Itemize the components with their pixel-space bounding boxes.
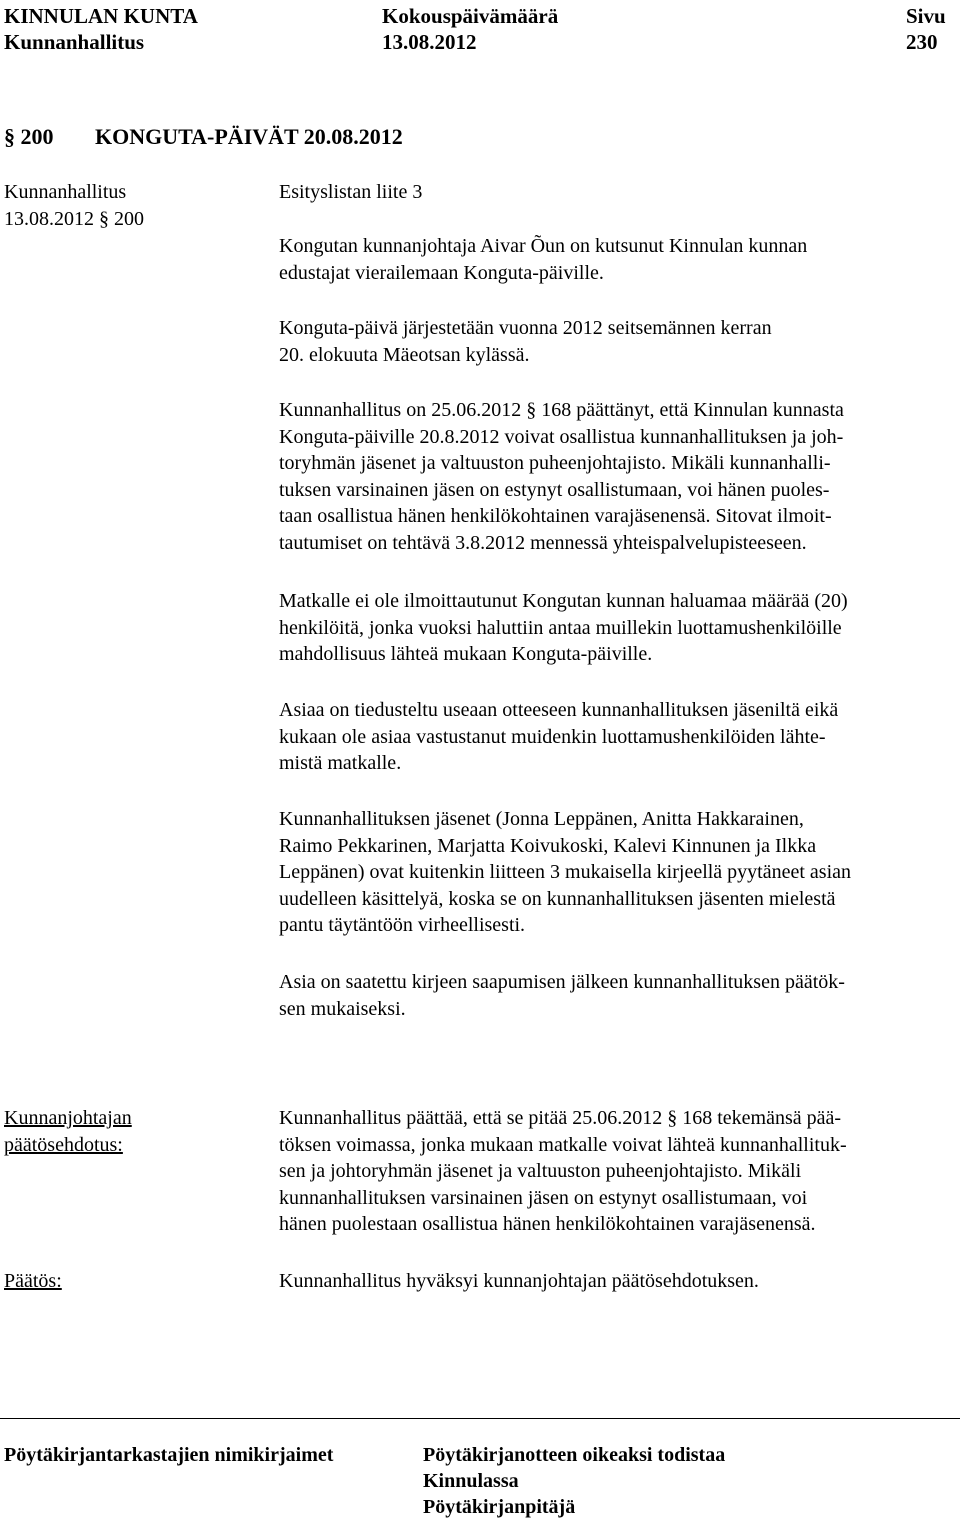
proposal-label-line1: Kunnanjohtajan xyxy=(4,1107,132,1129)
paragraph-line: toryhmän jäsenet ja valtuuston puheenjohtajisto. Mikäli kunnanhalli- xyxy=(279,452,831,474)
paragraph-line: Konguta-päiville 20.8.2012 voivat osallistua kunnanhallituksen ja joh- xyxy=(279,425,844,448)
ref-body: Kunnanhallitus xyxy=(4,181,127,203)
page-label: Sivu xyxy=(906,4,946,28)
paragraph-line: sen mukaiseksi. xyxy=(279,997,406,1020)
agenda-reference: Esityslistan liite 3 xyxy=(279,181,423,203)
ref-number: 13.08.2012 § 200 xyxy=(4,208,144,230)
proposal-line: töksen voimassa, jonka mukaan matkalle voivat lähteä kunnanhallituk- xyxy=(279,1133,847,1156)
paragraph-line: uudelleen käsittelyä, koska se on kunnanhallituksen jäsenten mielestä xyxy=(279,887,836,910)
footer-divider xyxy=(0,1418,960,1419)
paragraph-6 xyxy=(279,806,954,939)
org-body: Kunnanhallitus xyxy=(4,30,145,54)
decision-label: Päätös: xyxy=(4,1270,62,1292)
paragraph-4 xyxy=(279,588,954,668)
meeting-date-label: Kokouspäivämäärä xyxy=(382,4,559,28)
paragraph-line: Matkalle ei ole ilmoittautunut Kongutan kunnan haluamaa määrää (20) xyxy=(279,590,848,612)
section-title: KONGUTA-PÄIVÄT 20.08.2012 xyxy=(95,124,403,149)
paragraph-2 xyxy=(279,315,954,368)
paragraph-line: edustajat vierailemaan Konguta-päiville. xyxy=(279,261,604,284)
paragraph-line: mahdollisuus lähteä mukaan Konguta-päiville. xyxy=(279,643,653,665)
paragraph-3 xyxy=(279,397,954,556)
proposal-line: hänen puolestaan osallistua hänen henkilökohtainen varajäsenensä. xyxy=(279,1213,816,1235)
paragraph-line: Raimo Pekkarinen, Marjatta Koivukoski, Kalevi Kinnunen ja Ilkka xyxy=(279,834,817,857)
paragraph-line: tuksen varsinainen jäsen on estynyt osallistumaan, voi hänen puoles- xyxy=(279,478,830,501)
paragraph-line: henkilöitä, jonka vuoksi haluttiin antaa muillekin luottamushenkilöille xyxy=(279,616,842,639)
proposal-text xyxy=(279,1105,954,1238)
paragraph-1 xyxy=(279,233,954,286)
org-name: KINNULAN KUNTA xyxy=(4,4,198,28)
paragraph-line: mistä matkalle. xyxy=(279,752,402,774)
paragraph-line: Konguta-päivä järjestetään vuonna 2012 seitsemännen kerran xyxy=(279,317,772,339)
proposal-line: sen ja johtoryhmän jäsenet ja valtuuston puheenjohtajisto. Mikäli xyxy=(279,1160,802,1182)
proposal-label-line2: päätösehdotus: xyxy=(4,1134,123,1156)
footer-initials-label: Pöytäkirjantarkastajien nimikirjaimet xyxy=(4,1444,334,1466)
paragraph-line: taan osallistua hänen henkilökohtainen varajäsenensä. Sitovat ilmoit- xyxy=(279,505,832,527)
footer-certify-line3: Pöytäkirjanpitäjä xyxy=(423,1496,576,1518)
section-number: § 200 xyxy=(4,124,54,149)
paragraph-line: 20. elokuuta Mäeotsan kylässä. xyxy=(279,343,530,366)
paragraph-line: tautumiset on tehtävä 3.8.2012 mennessä yhteispalvelupisteeseen. xyxy=(279,531,807,554)
paragraph-line: Asia on saatettu kirjeen saapumisen jälkeen kunnanhallituksen päätök- xyxy=(279,971,845,993)
paragraph-5 xyxy=(279,697,954,777)
proposal-line: Kunnanhallitus päättää, että se pitää 25.06.2012 § 168 tekemänsä pää- xyxy=(279,1107,842,1129)
paragraph-line: Leppänen) ovat kuitenkin liitteen 3 mukaisella kirjeellä pyytäneet asian xyxy=(279,861,852,883)
paragraph-7 xyxy=(279,969,954,1022)
proposal-line: kunnanhallituksen varsinainen jäsen on estynyt osallistumaan, voi xyxy=(279,1186,808,1209)
paragraph-line: Asiaa on tiedusteltu useaan otteeseen kunnanhallituksen jäseniltä eikä xyxy=(279,699,839,721)
footer-certify-line2: Kinnulassa xyxy=(423,1470,519,1492)
paragraph-line: Kongutan kunnanjohtaja Aivar Õun on kutsunut Kinnulan kunnan xyxy=(279,235,808,257)
paragraph-line: Kunnanhallituksen jäsenet (Jonna Leppänen, Anitta Hakkarainen, xyxy=(279,808,804,830)
page-number: 230 xyxy=(906,30,938,54)
paragraph-line: Kunnanhallitus on 25.06.2012 § 168 päättänyt, että Kinnulan kunnasta xyxy=(279,399,844,421)
decision-text: Kunnanhallitus hyväksyi kunnanjohtajan päätösehdotuksen. xyxy=(279,1270,759,1292)
paragraph-line: pantu täytäntöön virheellisesti. xyxy=(279,914,526,936)
meeting-date: 13.08.2012 xyxy=(382,30,477,54)
footer-certify-line1: Pöytäkirjanotteen oikeaksi todistaa xyxy=(423,1444,726,1466)
paragraph-line: kukaan ole asiaa vastustanut muidenkin luottamushenkilöiden lähte- xyxy=(279,725,826,748)
